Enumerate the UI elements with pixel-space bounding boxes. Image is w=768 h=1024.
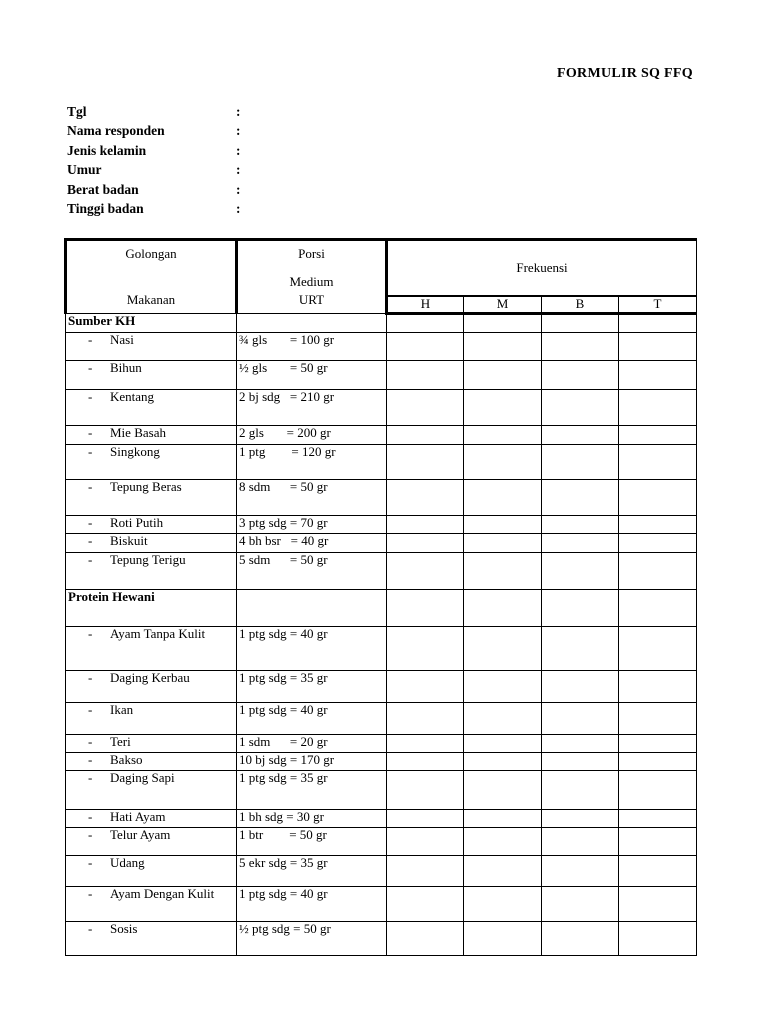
frequency-cell-m[interactable] <box>464 314 542 333</box>
frequency-cell-t[interactable] <box>619 553 697 590</box>
food-row <box>66 333 697 361</box>
food-name-cell <box>66 856 237 887</box>
food-name-cell <box>66 922 237 956</box>
food-row <box>66 480 697 516</box>
frequency-cell-t[interactable] <box>619 753 697 771</box>
food-name-cell <box>66 553 237 590</box>
food-name-cell <box>66 390 237 426</box>
food-name: Udang <box>110 855 145 870</box>
food-name: Biskuit <box>110 533 148 548</box>
frequency-cell-m[interactable] <box>464 828 542 856</box>
food-row <box>66 516 697 534</box>
frequency-cell-b[interactable] <box>542 828 619 856</box>
identity-field-colon: : <box>236 142 241 158</box>
food-name-cell <box>66 480 237 516</box>
frequency-cell-t[interactable] <box>619 314 697 333</box>
frequency-cell-b[interactable] <box>542 314 619 333</box>
bullet-dash: - <box>88 533 93 548</box>
frequency-cell-h[interactable] <box>387 480 464 516</box>
urt-cell: 1 ptg sdg = 35 gr <box>237 771 387 810</box>
food-name-cell <box>66 810 237 828</box>
frequency-cell-b[interactable] <box>542 333 619 361</box>
frequency-cell-h[interactable] <box>387 553 464 590</box>
identity-field-colon: : <box>236 162 241 178</box>
frequency-cell-t[interactable] <box>619 856 697 887</box>
food-name-cell <box>66 771 237 810</box>
frequency-cell-h[interactable] <box>387 810 464 828</box>
food-name: Telur Ayam <box>110 827 171 842</box>
frequency-cell-h[interactable] <box>387 361 464 390</box>
frequency-cell-m[interactable] <box>464 887 542 922</box>
food-name-cell <box>66 516 237 534</box>
bullet-dash: - <box>88 752 93 767</box>
food-name: Ikan <box>110 702 134 717</box>
bullet-dash: - <box>88 332 93 347</box>
food-row <box>66 390 697 426</box>
food-name: Tepung Terigu <box>110 552 186 567</box>
frequency-cell-b[interactable] <box>542 480 619 516</box>
bullet-dash: - <box>88 425 93 440</box>
food-name: Bakso <box>110 752 143 767</box>
frequency-cell-t[interactable] <box>619 887 697 922</box>
urt-cell: 1 ptg sdg = 40 gr <box>237 703 387 735</box>
frequency-cell-b[interactable] <box>542 627 619 671</box>
frequency-cell-h[interactable] <box>387 887 464 922</box>
frequency-cell-b[interactable] <box>542 922 619 956</box>
food-row <box>66 828 697 856</box>
frequency-cell-b[interactable] <box>542 426 619 445</box>
food-row <box>66 856 697 887</box>
bullet-dash: - <box>88 479 93 494</box>
frequency-cell-m[interactable] <box>464 856 542 887</box>
frequency-cell-t[interactable] <box>619 480 697 516</box>
food-row <box>66 361 697 390</box>
frequency-cell-t[interactable] <box>619 534 697 553</box>
bullet-dash: - <box>88 734 93 749</box>
bullet-dash: - <box>88 626 93 641</box>
frequency-cell-h[interactable] <box>387 828 464 856</box>
food-row <box>66 534 697 553</box>
food-name: Daging Sapi <box>110 770 175 785</box>
bullet-dash: - <box>88 360 93 375</box>
frequency-cell-t[interactable] <box>619 426 697 445</box>
identity-field-label: Nama responden <box>67 123 165 139</box>
frequency-cell-b[interactable] <box>542 516 619 534</box>
category-row <box>66 590 697 627</box>
food-name: Hati Ayam <box>110 809 166 824</box>
frequency-cell-b[interactable] <box>542 753 619 771</box>
form-title: FORMULIR SQ FFQ <box>557 66 693 81</box>
food-name-cell <box>66 671 237 703</box>
frequency-cell-m[interactable] <box>464 516 542 534</box>
frequency-cell-h[interactable] <box>387 671 464 703</box>
frequency-cell-m[interactable] <box>464 361 542 390</box>
frequency-cell-b[interactable] <box>542 671 619 703</box>
urt-cell: 1 ptg sdg = 40 gr <box>237 627 387 671</box>
food-name: Singkong <box>110 444 160 459</box>
urt-cell <box>237 314 387 333</box>
category-name: Protein Hewani <box>66 590 237 627</box>
food-row <box>66 922 697 956</box>
frequency-cell-t[interactable] <box>619 671 697 703</box>
food-name-cell <box>66 735 237 753</box>
frequency-cell-m[interactable] <box>464 426 542 445</box>
frequency-cell-t[interactable] <box>619 828 697 856</box>
header-frekuensi: Frekuensi <box>387 240 697 296</box>
frequency-cell-b[interactable] <box>542 534 619 553</box>
frequency-cell-b[interactable] <box>542 390 619 426</box>
food-row <box>66 771 697 810</box>
food-name: Nasi <box>110 332 134 347</box>
urt-cell: 1 btr = 50 gr <box>237 828 387 856</box>
header-medium-label: Medium <box>289 274 334 289</box>
identity-field-label: Jenis kelamin <box>67 142 147 158</box>
food-name-cell <box>66 753 237 771</box>
frequency-cell-m[interactable] <box>464 390 542 426</box>
identity-field-colon: : <box>236 200 241 216</box>
food-name-cell <box>66 426 237 445</box>
frequency-cell-b[interactable] <box>542 703 619 735</box>
identity-field-colon: : <box>236 123 241 139</box>
frequency-cell-m[interactable] <box>464 553 542 590</box>
identity-field-label: Tgl <box>67 104 87 119</box>
frequency-cell-b[interactable] <box>542 810 619 828</box>
identity-field-colon: : <box>236 104 241 119</box>
identity-field-label: Berat badan <box>67 181 139 197</box>
urt-cell: 5 ekr sdg = 35 gr <box>237 856 387 887</box>
frequency-cell-t[interactable] <box>619 590 697 627</box>
bullet-dash: - <box>88 921 93 936</box>
food-row <box>66 445 697 480</box>
frequency-cell-m[interactable] <box>464 671 542 703</box>
frequency-cell-b[interactable] <box>542 553 619 590</box>
frequency-cell-m[interactable] <box>464 627 542 671</box>
frequency-cell-t[interactable] <box>619 516 697 534</box>
bullet-dash: - <box>88 770 93 785</box>
food-name: Sosis <box>110 921 138 936</box>
header-frequency-h: H <box>387 296 464 314</box>
food-row <box>66 426 697 445</box>
header-porsi-label: Porsi <box>298 246 325 261</box>
food-name: Daging Kerbau <box>110 670 190 685</box>
food-name: Teri <box>110 734 131 749</box>
ffq-table <box>64 238 697 956</box>
food-name-cell <box>66 887 237 922</box>
food-name-cell <box>66 627 237 671</box>
frequency-cell-b[interactable] <box>542 445 619 480</box>
frequency-cell-b[interactable] <box>542 590 619 627</box>
frequency-cell-b[interactable] <box>542 735 619 753</box>
bullet-dash: - <box>88 886 93 901</box>
food-name-cell <box>66 703 237 735</box>
frequency-cell-h[interactable] <box>387 627 464 671</box>
bullet-dash: - <box>88 809 93 824</box>
urt-cell: ½ gls = 50 gr <box>237 361 387 390</box>
frequency-cell-h[interactable] <box>387 333 464 361</box>
frequency-cell-h[interactable] <box>387 590 464 627</box>
food-row <box>66 753 697 771</box>
frequency-cell-h[interactable] <box>387 445 464 480</box>
frequency-cell-h[interactable] <box>387 426 464 445</box>
frequency-cell-t[interactable] <box>619 333 697 361</box>
header-golongan-makanan <box>66 240 237 314</box>
frequency-cell-h[interactable] <box>387 534 464 553</box>
food-name: Mie Basah <box>110 425 166 440</box>
urt-cell: 10 bj sdg = 170 gr <box>237 753 387 771</box>
header-urt-label: URT <box>298 292 325 307</box>
identity-field-colon: : <box>236 181 241 197</box>
food-name: Bihun <box>110 360 142 375</box>
frequency-cell-h[interactable] <box>387 856 464 887</box>
food-name-cell <box>66 361 237 390</box>
frequency-cell-t[interactable] <box>619 703 697 735</box>
food-name-cell <box>66 333 237 361</box>
frequency-cell-t[interactable] <box>619 390 697 426</box>
urt-cell: 5 sdm = 50 gr <box>237 553 387 590</box>
frequency-cell-t[interactable] <box>619 922 697 956</box>
urt-cell: ½ ptg sdg = 50 gr <box>237 922 387 956</box>
bullet-dash: - <box>88 444 93 459</box>
food-name: Ayam Tanpa Kulit <box>110 626 206 641</box>
bullet-dash: - <box>88 670 93 685</box>
category-name: Sumber KH <box>66 314 237 333</box>
food-row <box>66 735 697 753</box>
bullet-dash: - <box>88 389 93 404</box>
frequency-cell-m[interactable] <box>464 445 542 480</box>
urt-cell: 2 gls = 200 gr <box>237 426 387 445</box>
urt-cell: 1 ptg sdg = 35 gr <box>237 671 387 703</box>
frequency-cell-h[interactable] <box>387 703 464 735</box>
header-porsi <box>237 240 387 314</box>
urt-cell: ¾ gls = 100 gr <box>237 333 387 361</box>
frequency-cell-h[interactable] <box>387 771 464 810</box>
bullet-dash: - <box>88 855 93 870</box>
identity-field-label: Tinggi badan <box>67 200 144 216</box>
frequency-cell-m[interactable] <box>464 922 542 956</box>
food-row <box>66 671 697 703</box>
frequency-cell-b[interactable] <box>542 856 619 887</box>
header-makanan-label: Makanan <box>126 292 176 307</box>
food-row <box>66 810 697 828</box>
frequency-cell-m[interactable] <box>464 735 542 753</box>
bullet-dash: - <box>88 515 93 530</box>
urt-cell: 1 ptg sdg = 40 gr <box>237 887 387 922</box>
urt-cell: 3 ptg sdg = 70 gr <box>237 516 387 534</box>
frequency-cell-t[interactable] <box>619 445 697 480</box>
urt-cell: 1 ptg = 120 gr <box>237 445 387 480</box>
frequency-cell-h[interactable] <box>387 314 464 333</box>
header-frequency-b: B <box>542 296 619 314</box>
food-name: Roti Putih <box>110 515 164 530</box>
frequency-cell-b[interactable] <box>542 887 619 922</box>
frequency-cell-m[interactable] <box>464 480 542 516</box>
frequency-cell-t[interactable] <box>619 810 697 828</box>
frequency-cell-h[interactable] <box>387 516 464 534</box>
food-name: Ayam Dengan Kulit <box>110 886 215 901</box>
header-frequency-m: M <box>464 296 542 314</box>
category-row <box>66 314 697 333</box>
food-row <box>66 703 697 735</box>
frequency-cell-t[interactable] <box>619 361 697 390</box>
urt-cell <box>237 590 387 627</box>
frequency-cell-b[interactable] <box>542 361 619 390</box>
food-name: Kentang <box>110 389 155 404</box>
food-name-cell <box>66 534 237 553</box>
frequency-cell-h[interactable] <box>387 735 464 753</box>
frequency-cell-t[interactable] <box>619 771 697 810</box>
identity-field-label: Umur <box>67 162 102 178</box>
bullet-dash: - <box>88 702 93 717</box>
urt-cell: 4 bh bsr = 40 gr <box>237 534 387 553</box>
food-name: Tepung Beras <box>110 479 182 494</box>
bullet-dash: - <box>88 552 93 567</box>
frequency-cell-m[interactable] <box>464 534 542 553</box>
header-frequency-t: T <box>619 296 697 314</box>
urt-cell: 8 sdm = 50 gr <box>237 480 387 516</box>
frequency-cell-h[interactable] <box>387 753 464 771</box>
frequency-cell-h[interactable] <box>387 922 464 956</box>
frequency-cell-m[interactable] <box>464 771 542 810</box>
food-name-cell <box>66 828 237 856</box>
frequency-cell-t[interactable] <box>619 735 697 753</box>
frequency-cell-t[interactable] <box>619 627 697 671</box>
frequency-cell-m[interactable] <box>464 333 542 361</box>
food-row <box>66 887 697 922</box>
frequency-cell-m[interactable] <box>464 810 542 828</box>
frequency-cell-h[interactable] <box>387 390 464 426</box>
urt-cell: 1 sdm = 20 gr <box>237 735 387 753</box>
frequency-cell-m[interactable] <box>464 753 542 771</box>
frequency-cell-m[interactable] <box>464 590 542 627</box>
bullet-dash: - <box>88 827 93 842</box>
frequency-cell-b[interactable] <box>542 771 619 810</box>
frequency-cell-m[interactable] <box>464 703 542 735</box>
food-row <box>66 553 697 590</box>
header-golongan-label: Golongan <box>125 246 177 261</box>
food-name-cell <box>66 445 237 480</box>
urt-cell: 1 bh sdg = 30 gr <box>237 810 387 828</box>
food-row <box>66 627 697 671</box>
urt-cell: 2 bj sdg = 210 gr <box>237 390 387 426</box>
